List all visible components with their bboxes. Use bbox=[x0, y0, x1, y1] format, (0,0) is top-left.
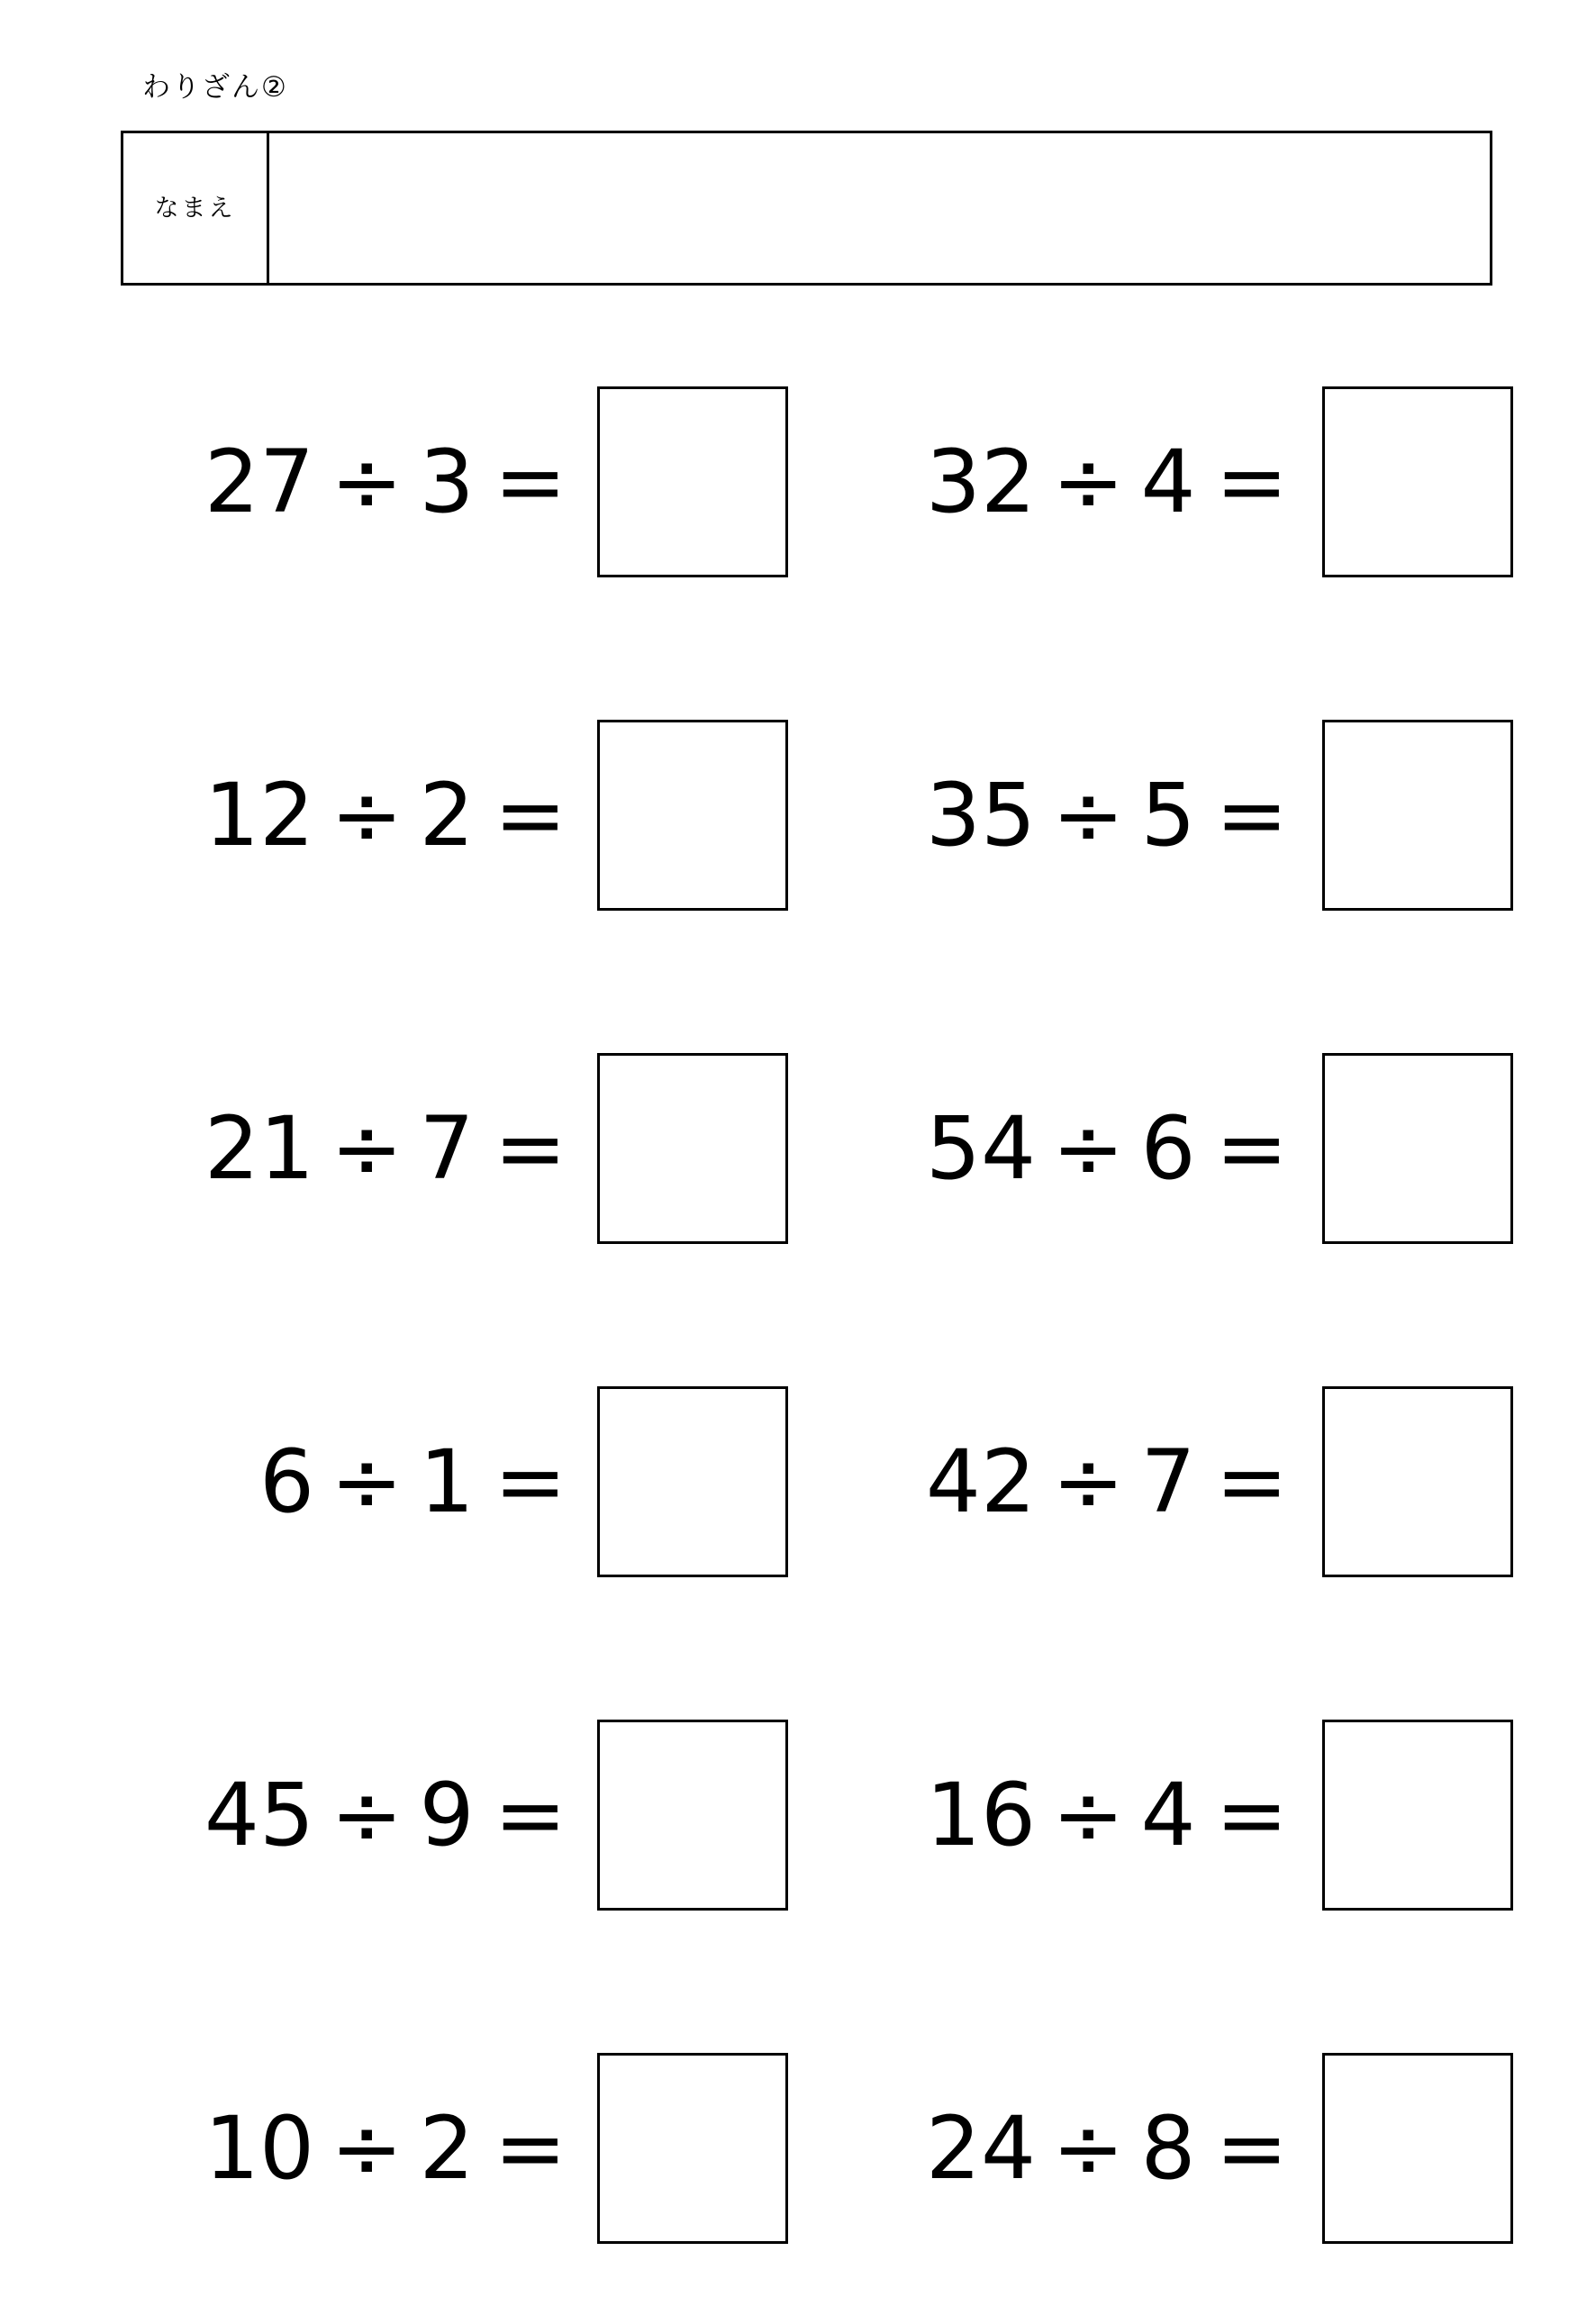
divide-icon: ÷ bbox=[1052, 1765, 1125, 1866]
name-input[interactable] bbox=[269, 133, 1490, 283]
problem-item bbox=[793, 1315, 1513, 1648]
divisor: 4 bbox=[1140, 431, 1196, 532]
dividend: 45 bbox=[204, 1765, 315, 1866]
answer-box[interactable] bbox=[597, 1720, 788, 1911]
problem-row bbox=[0, 315, 1596, 649]
divisor: 3 bbox=[419, 431, 475, 532]
problem-item bbox=[793, 315, 1513, 649]
expression bbox=[204, 431, 581, 532]
equals-icon: = bbox=[494, 1431, 567, 1532]
problem-item bbox=[86, 1315, 788, 1648]
dividend: 54 bbox=[925, 1098, 1037, 1199]
expression bbox=[925, 431, 1302, 532]
expression bbox=[204, 1098, 581, 1199]
problem-grid bbox=[0, 315, 1596, 2315]
problem-item bbox=[86, 1648, 788, 1982]
divide-icon: ÷ bbox=[1052, 765, 1125, 866]
divide-icon: ÷ bbox=[331, 2098, 404, 2199]
divide-icon: ÷ bbox=[1052, 2098, 1125, 2199]
equals-icon: = bbox=[1215, 1098, 1288, 1199]
problem-row bbox=[0, 1982, 1596, 2315]
problem-item bbox=[86, 1982, 788, 2315]
expression bbox=[204, 1765, 581, 1866]
divide-icon: ÷ bbox=[331, 431, 404, 532]
problem-row bbox=[0, 649, 1596, 982]
equals-icon: = bbox=[494, 2098, 567, 2199]
name-row bbox=[121, 131, 1492, 286]
divide-icon: ÷ bbox=[331, 1765, 404, 1866]
name-label-cell bbox=[123, 133, 269, 283]
dividend: 16 bbox=[925, 1765, 1037, 1866]
problem-row bbox=[0, 1648, 1596, 1982]
name-label: なまえ bbox=[154, 194, 236, 222]
equals-icon: = bbox=[1215, 1431, 1288, 1532]
divisor: 6 bbox=[1140, 1098, 1196, 1199]
dividend: 12 bbox=[204, 765, 315, 866]
problem-row bbox=[0, 982, 1596, 1315]
divide-icon: ÷ bbox=[1052, 1431, 1125, 1532]
divisor: 7 bbox=[1140, 1431, 1196, 1532]
problem-item bbox=[793, 1982, 1513, 2315]
divisor: 5 bbox=[1140, 765, 1196, 866]
expression bbox=[925, 1431, 1302, 1532]
answer-box[interactable] bbox=[597, 2053, 788, 2244]
equals-icon: = bbox=[1215, 2098, 1288, 2199]
answer-box[interactable] bbox=[597, 720, 788, 911]
answer-box[interactable] bbox=[1322, 1053, 1513, 1244]
equals-icon: = bbox=[1215, 1765, 1288, 1866]
answer-box[interactable] bbox=[1322, 2053, 1513, 2244]
equals-icon: = bbox=[494, 431, 567, 532]
dividend: 32 bbox=[925, 431, 1037, 532]
divisor: 2 bbox=[419, 2098, 475, 2199]
answer-box[interactable] bbox=[597, 386, 788, 577]
expression bbox=[204, 2098, 581, 2199]
divide-icon: ÷ bbox=[331, 1431, 404, 1532]
divisor: 8 bbox=[1140, 2098, 1196, 2199]
divide-icon: ÷ bbox=[1052, 1098, 1125, 1199]
equals-icon: = bbox=[494, 765, 567, 866]
divide-icon: ÷ bbox=[331, 1098, 404, 1199]
divisor: 2 bbox=[419, 765, 475, 866]
divisor: 4 bbox=[1140, 1765, 1196, 1866]
dividend: 27 bbox=[204, 431, 315, 532]
expression bbox=[258, 1431, 581, 1532]
equals-icon: = bbox=[494, 1765, 567, 1866]
expression bbox=[925, 765, 1302, 866]
divisor: 1 bbox=[419, 1431, 475, 1532]
dividend: 35 bbox=[925, 765, 1037, 866]
expression bbox=[204, 765, 581, 866]
divide-icon: ÷ bbox=[331, 765, 404, 866]
problem-item bbox=[793, 1648, 1513, 1982]
expression bbox=[925, 1765, 1302, 1866]
answer-box[interactable] bbox=[597, 1053, 788, 1244]
problem-item bbox=[86, 649, 788, 982]
dividend: 10 bbox=[204, 2098, 315, 2199]
problem-item bbox=[86, 982, 788, 1315]
answer-box[interactable] bbox=[1322, 1386, 1513, 1577]
divisor: 7 bbox=[419, 1098, 475, 1199]
problem-item bbox=[793, 649, 1513, 982]
answer-box[interactable] bbox=[1322, 720, 1513, 911]
page-title: わりざん② bbox=[142, 71, 288, 104]
expression bbox=[925, 2098, 1302, 2199]
problem-row bbox=[0, 1315, 1596, 1648]
expression bbox=[925, 1098, 1302, 1199]
dividend: 21 bbox=[204, 1098, 315, 1199]
dividend: 42 bbox=[925, 1431, 1037, 1532]
problem-item bbox=[793, 982, 1513, 1315]
problem-item bbox=[86, 315, 788, 649]
equals-icon: = bbox=[1215, 765, 1288, 866]
dividend: 6 bbox=[258, 1431, 315, 1532]
divisor: 9 bbox=[419, 1765, 475, 1866]
divide-icon: ÷ bbox=[1052, 431, 1125, 532]
answer-box[interactable] bbox=[1322, 386, 1513, 577]
answer-box[interactable] bbox=[1322, 1720, 1513, 1911]
equals-icon: = bbox=[1215, 431, 1288, 532]
answer-box[interactable] bbox=[597, 1386, 788, 1577]
dividend: 24 bbox=[925, 2098, 1037, 2199]
equals-icon: = bbox=[494, 1098, 567, 1199]
